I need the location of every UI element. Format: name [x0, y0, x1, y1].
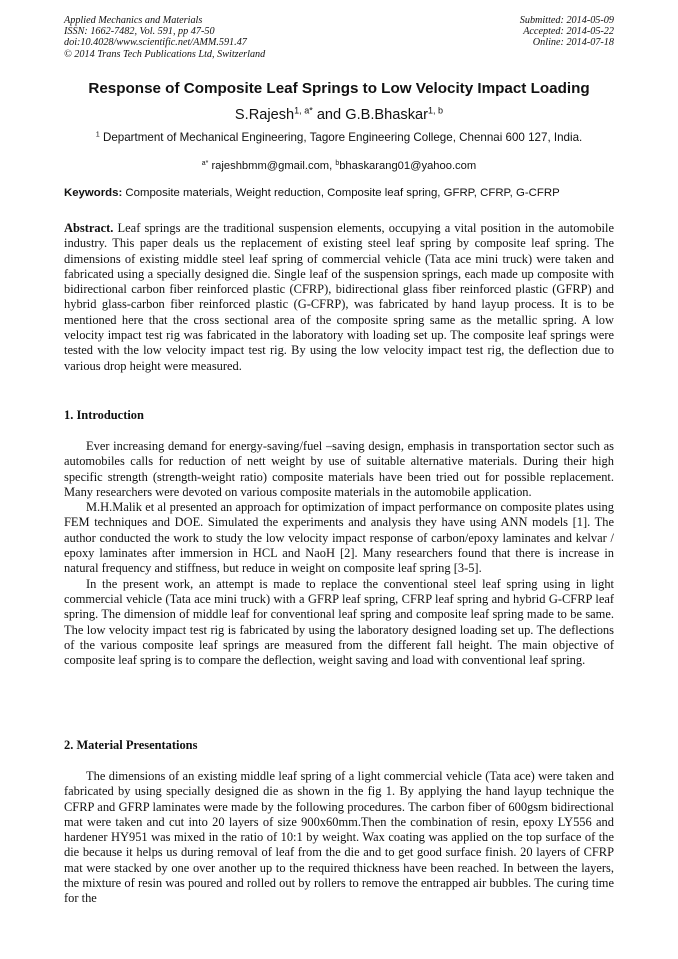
email-line — [64, 159, 614, 173]
author-connector: and — [312, 107, 346, 123]
affiliation-marker: 1 — [95, 129, 100, 139]
materials-body — [64, 769, 614, 907]
affiliation — [64, 131, 614, 145]
paragraph: M.H.Malik et al presented an approach for optimization of impact performance on composite plates using FEM techniques and DOE. Simulated the experiments and analysis they have using ANN models [1]. The author conducted the work to study the low velocity impact response of carbon/epoxy laminates and kelvar / epoxy laminates after immersion in HCL and NaoH [2]. Many researchers found that there is increase in natural frequency and stiffness, but reduce in weight on composite leaf spring [3-5]. — [64, 500, 614, 576]
email-a: rajeshbmm@gmail.com, — [208, 160, 336, 172]
introduction-body — [64, 439, 614, 668]
author-line — [64, 106, 614, 124]
author-2: G.B.Bhaskar — [345, 107, 428, 123]
accepted-date: Accepted: 2014-05-22 — [523, 26, 614, 38]
paragraph: Ever increasing demand for energy-saving/fuel –saving design, emphasis in transportation sector such as automobiles calls for reduction of nett weight by use of suitable alternative materials. During their high specific strength (strength-weight ratio) composite materials have been tried out for possible replacement. Many researchers were devoted on various composite materials in the automobile application. — [64, 439, 614, 499]
author-2-affil: 1, b — [427, 105, 444, 116]
online-date: Online: 2014-07-18 — [532, 37, 614, 49]
paragraph: The dimensions of an existing middle leaf spring of a light commercial vehicle (Tata ace) were taken and fabricated by using specially designed die as shown in the fig 1. By applying the hand layup technique the CFRP and GFRP laminates were made by the following procedures. The carbon fiber of 600gsm bidirectional mat were taken and cut into 20 layers of size 900x60mm.Then the combination of resin, epoxy LY556 and hardener HY951 was mixed in the ratio of 10:1 by weight. Wax coating was applied on the top surface of the die because it helps us during removal of leaf from the die and to get good surface finish. 20 layers of CFRP mat were stacked by one over another up to the required thickness have been reached. In between the layers, the mixture of resin was poured and rolled out by rollers to remove the entrapped air bubbles. The curing time for the — [64, 769, 614, 906]
dates-header — [520, 15, 614, 49]
copyright-line: © 2014 Trans Tech Publications Ltd, Switzerland — [64, 48, 266, 60]
paper-title: Response of Composite Leaf Springs to Low Velocity Impact Loading — [88, 80, 590, 97]
author-1-affil: 1, a* — [294, 105, 313, 116]
keywords-text: Composite materials, Weight reduction, Composite leaf spring, GFRP, CFRP, G-CFRP — [122, 187, 560, 199]
abstract-text: Leaf springs are the traditional suspension elements, occupying a vital position in the automobile industry. This paper deals us the replacement of existing steel leaf spring by composite leaf spring. The dimensions of existing middle steel leaf spring of commercial vehicle (Tata ace mini truck) were taken and fabricated using a specially designed die. Single leaf of the suspension springs, each made up composite with bidirectional carbon fiber reinforced plastic (CFRP), bidirectional glass fiber reinforced plastic (GFRP) and hybrid glass-carbon fiber reinforced plastic (G-CFRP), was fabricated by hand layup process. It is to be mentioned here that the cross sectional area of the composite spring same as the metallic spring. A low velocity impact test rig was fabricated in the laboratory with loading set up. The composite leaf springs were tested with the low velocity impact test rig. By using the low velocity impact test rig, the deflection due to various drop height were measured. — [64, 221, 614, 373]
keywords — [64, 186, 614, 200]
abstract — [64, 221, 614, 374]
affiliation-text: Department of Mechanical Engineering, Tagore Engineering College, Chennai 600 127, India. — [99, 131, 583, 144]
submitted-date: Submitted: 2014-05-09 — [519, 15, 614, 26]
journal-header — [64, 15, 265, 60]
abstract-label: Abstract. — [64, 221, 114, 235]
issn-line: ISSN: 1662-7482, Vol. 591, pp 47-50 — [64, 26, 215, 38]
email-b: bhaskarang01@yahoo.com — [339, 160, 477, 172]
keywords-label: Keywords: — [64, 187, 123, 199]
doi-line: doi:10.4028/www.scientific.net/AMM.591.47 — [64, 37, 247, 49]
email-b-marker: b — [335, 159, 340, 167]
author-1: S.Rajesh — [234, 107, 295, 123]
section-heading-materials: 2. Material Presentations — [64, 738, 198, 752]
journal-name: Applied Mechanics and Materials — [64, 15, 203, 26]
paragraph: In the present work, an attempt is made to replace the conventional steel leaf spring using in light commercial vehicle (Tata ace mini truck) with a GFRP leaf spring, CFRP leaf spring and hybrid G-CFRP leaf spring. The dimension of middle leaf for conventional leaf spring and composite leaf spring made to be same. The low velocity impact test rig is fabricated by using the laboratory designed loading set up. The deflections of the various composite leaf springs are measured from the different fall height. The main objective of composite leaf spring is to compare the deflection, weight saving and load with conventional leaf spring. — [64, 576, 614, 668]
section-heading-introduction: 1. Introduction — [64, 408, 144, 422]
email-a-marker: a* — [201, 159, 209, 167]
